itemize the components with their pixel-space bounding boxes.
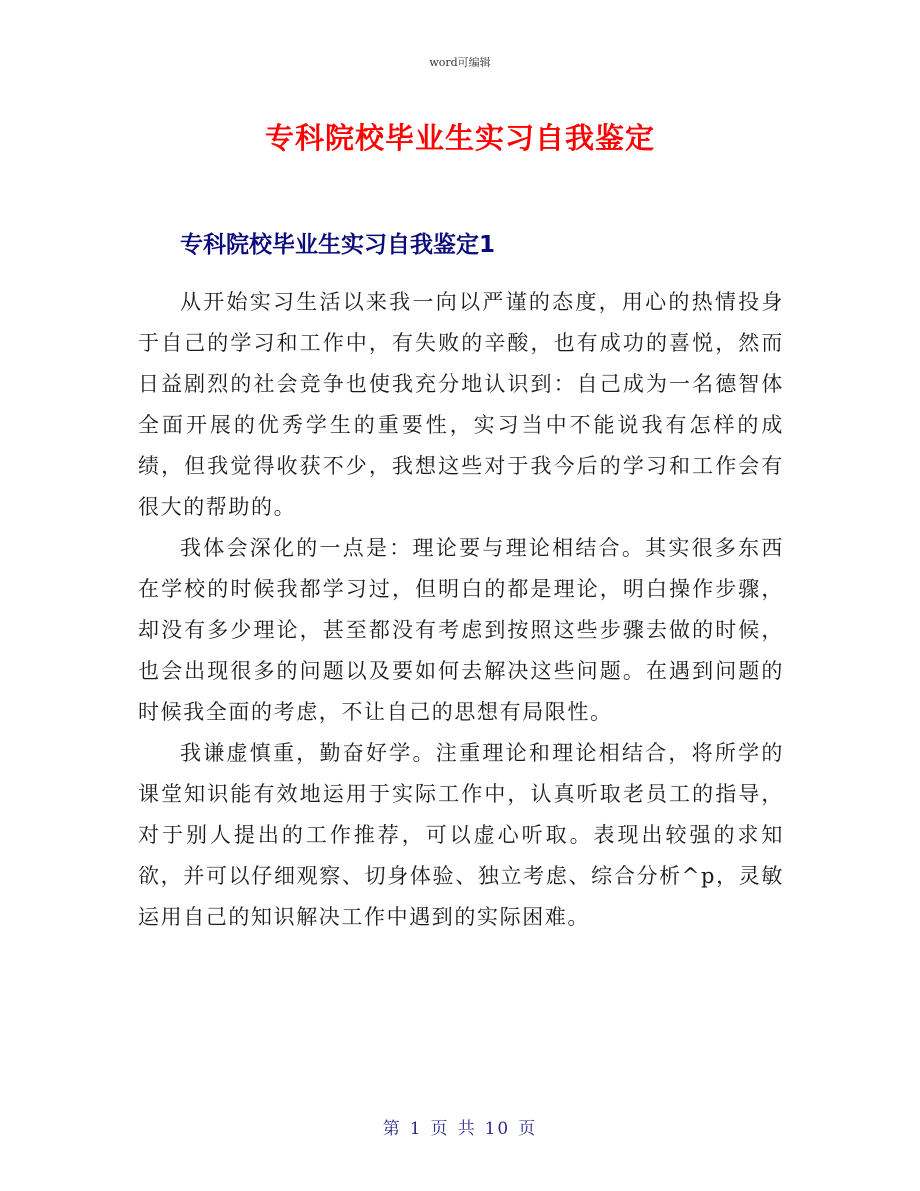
- paragraph-3: 我谦虚慎重，勤奋好学。注重理论和理论相结合，将所学的课堂知识能有效地运用于实际工作中，认真听取老员工的指导，对于别人提出的工作推荐，可以虚心听取。表现出较强的求知欲，并可以仔细观察、切身体验、独立考虑、综合分析^p，灵敏运用自己的知识解决工作中遇到的实际困难。: [138, 741, 784, 929]
- total-page-count: 10: [484, 1119, 511, 1139]
- page-word: 页: [430, 1119, 450, 1139]
- paragraph-1: 从开始实习生活以来我一向以严谨的态度，用心的热情投身于自己的学习和工作中，有失败的辛酸，也有成功的喜悦，然而日益剧烈的社会竞争也使我充分地认识到：自己成为一名德智体全面开展的优秀学生的重要性，实习当中不能说我有怎样的成绩，但我觉得收获不少，我想这些对于我今后的学习和工作会有很大的帮助的。: [138, 290, 784, 519]
- section-heading: 专科院校毕业生实习自我鉴定1: [180, 232, 496, 258]
- document-title: 专科院校毕业生实习自我鉴定: [264, 121, 655, 155]
- total-prefix: 共: [457, 1119, 477, 1139]
- document-body: [138, 282, 784, 938]
- current-page-number: 1: [409, 1119, 423, 1139]
- paragraph-2: 我体会深化的一点是：理论要与理论相结合。其实很多东西在学校的时候我都学习过，但明白的都是理论，明白操作步骤，却没有多少理论，甚至都没有考虑到按照这些步骤去做的时候，也会出现很多的问题以及要如何去解决这些问题。在遇到问题的时候我全面的考虑，不让自己的思想有局限性。: [138, 536, 784, 724]
- header-note: word可编辑: [429, 56, 491, 69]
- page-footer: [0, 1114, 920, 1139]
- page-suffix: 页: [518, 1119, 538, 1139]
- page-prefix: 第: [382, 1119, 402, 1139]
